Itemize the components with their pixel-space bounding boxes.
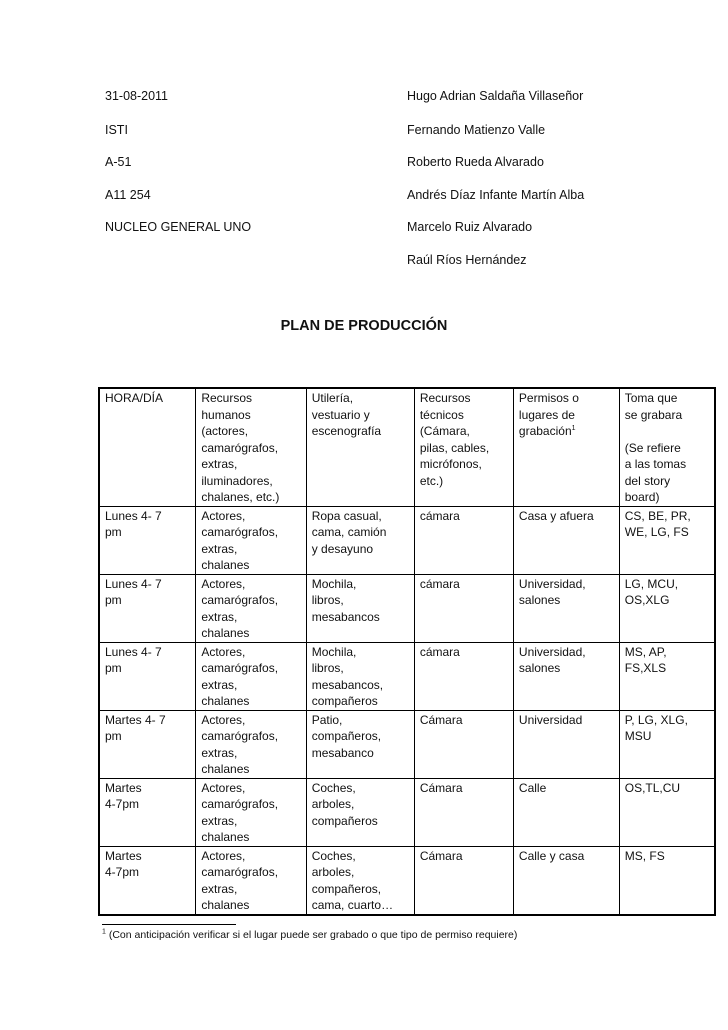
cell-recursos-tecnicos: Cámara bbox=[414, 778, 513, 846]
header-left-2: ISTI bbox=[105, 123, 128, 137]
cell-recursos-tecnicos: cámara bbox=[414, 574, 513, 642]
cell-hora: Lunes 4- 7 pm bbox=[99, 506, 196, 574]
cell-toma: LG, MCU, OS,XLG bbox=[619, 574, 715, 642]
table-header-row bbox=[99, 388, 715, 506]
footnote-reference: 1 bbox=[571, 425, 576, 432]
cell-toma: MS, AP, FS,XLS bbox=[619, 642, 715, 710]
cell-hora: Martes 4-7pm bbox=[99, 846, 196, 915]
cell-recursos-humanos: Actores, camarógrafos, extras, chalanes bbox=[196, 506, 306, 574]
header-right-2: Fernando Matienzo Valle bbox=[407, 123, 546, 137]
cell-recursos-tecnicos: cámara bbox=[414, 506, 513, 574]
cell-recursos-humanos: Actores, camarógrafos, extras, chalanes bbox=[196, 574, 306, 642]
header-right-5: Marcelo Ruiz Alvarado bbox=[407, 220, 533, 234]
footnote-divider bbox=[102, 924, 236, 925]
cell-permisos: Universidad bbox=[513, 710, 619, 778]
header-right-1: Hugo Adrian Saldaña Villaseñor bbox=[407, 89, 584, 103]
cell-recursos-humanos: Actores, camarógrafos, extras, chalanes bbox=[196, 778, 306, 846]
header-left-4: A11 254 bbox=[105, 188, 151, 202]
cell-permisos: Universidad, salones bbox=[513, 574, 619, 642]
footnote-text: (Con anticipación verificar si el lugar puede ser grabado o que tipo de permiso requiere) bbox=[105, 929, 518, 941]
header-cell-hora-dia: HORA/DÍA bbox=[99, 388, 196, 506]
production-plan-table bbox=[98, 387, 716, 916]
footnote-marker: 1 bbox=[102, 928, 106, 936]
cell-permisos: Casa y afuera bbox=[513, 506, 619, 574]
cell-recursos-tecnicos: cámara bbox=[414, 642, 513, 710]
cell-toma: OS,TL,CU bbox=[619, 778, 715, 846]
cell-toma: P, LG, XLG, MSU bbox=[619, 710, 715, 778]
cell-permisos: Calle y casa bbox=[513, 846, 619, 915]
page-title: PLAN DE PRODUCCIÓN bbox=[280, 318, 448, 334]
table-row bbox=[99, 846, 715, 915]
cell-utileria: Coches, arboles, compañeros bbox=[306, 778, 414, 846]
cell-hora: Lunes 4- 7 pm bbox=[99, 642, 196, 710]
cell-recursos-humanos: Actores, camarógrafos, extras, chalanes bbox=[196, 710, 306, 778]
header-cell-recursos-tecnicos: Recursos técnicos (Cámara, pilas, cables, micrófonos, etc.) bbox=[414, 388, 513, 506]
header-right-3: Roberto Rueda Alvarado bbox=[407, 155, 544, 169]
cell-recursos-humanos: Actores, camarógrafos, extras, chalanes bbox=[196, 642, 306, 710]
cell-utileria: Patio, compañeros, mesabanco bbox=[306, 710, 414, 778]
cell-permisos: Universidad, salones bbox=[513, 642, 619, 710]
table-row bbox=[99, 642, 715, 710]
table-row bbox=[99, 574, 715, 642]
table-row bbox=[99, 710, 715, 778]
cell-hora: Martes 4- 7 pm bbox=[99, 710, 196, 778]
cell-utileria: Mochila, libros, mesabancos bbox=[306, 574, 414, 642]
header-right-4: Andrés Díaz Infante Martín Alba bbox=[407, 188, 585, 202]
header-cell-recursos-humanos: Recursos humanos (actores, camarógrafos, extras, iluminadores, chalanes, etc.) bbox=[196, 388, 306, 506]
cell-hora: Martes 4-7pm bbox=[99, 778, 196, 846]
cell-permisos: Calle bbox=[513, 778, 619, 846]
header-cell-permisos-text: Permisos o lugares de grabación bbox=[518, 391, 579, 438]
cell-hora: Lunes 4- 7 pm bbox=[99, 574, 196, 642]
cell-recursos-humanos: Actores, camarógrafos, extras, chalanes bbox=[196, 846, 306, 915]
table-row bbox=[99, 506, 715, 574]
header-left-3: A-51 bbox=[105, 155, 132, 169]
footnote bbox=[102, 929, 517, 941]
header-right-6: Raúl Ríos Hernández bbox=[407, 253, 527, 267]
header-left-1: 31-08-2011 bbox=[105, 89, 169, 103]
header-cell-toma: Toma que se grabara (Se refiere a las tomas del story board) bbox=[619, 388, 715, 506]
cell-utileria: Coches, arboles, compañeros, cama, cuarto… bbox=[306, 846, 414, 915]
cell-utileria: Ropa casual, cama, camión y desayuno bbox=[306, 506, 414, 574]
cell-recursos-tecnicos: Cámara bbox=[414, 846, 513, 915]
cell-recursos-tecnicos: Cámara bbox=[414, 710, 513, 778]
header-cell-permisos bbox=[513, 388, 619, 506]
header-left-5: NUCLEO GENERAL UNO bbox=[105, 220, 252, 234]
cell-toma: MS, FS bbox=[619, 846, 715, 915]
header-cell-utileria: Utilería, vestuario y escenografía bbox=[306, 388, 414, 506]
cell-utileria: Mochila, libros, mesabancos, compañeros bbox=[306, 642, 414, 710]
table-row bbox=[99, 778, 715, 846]
cell-toma: CS, BE, PR, WE, LG, FS bbox=[619, 506, 715, 574]
